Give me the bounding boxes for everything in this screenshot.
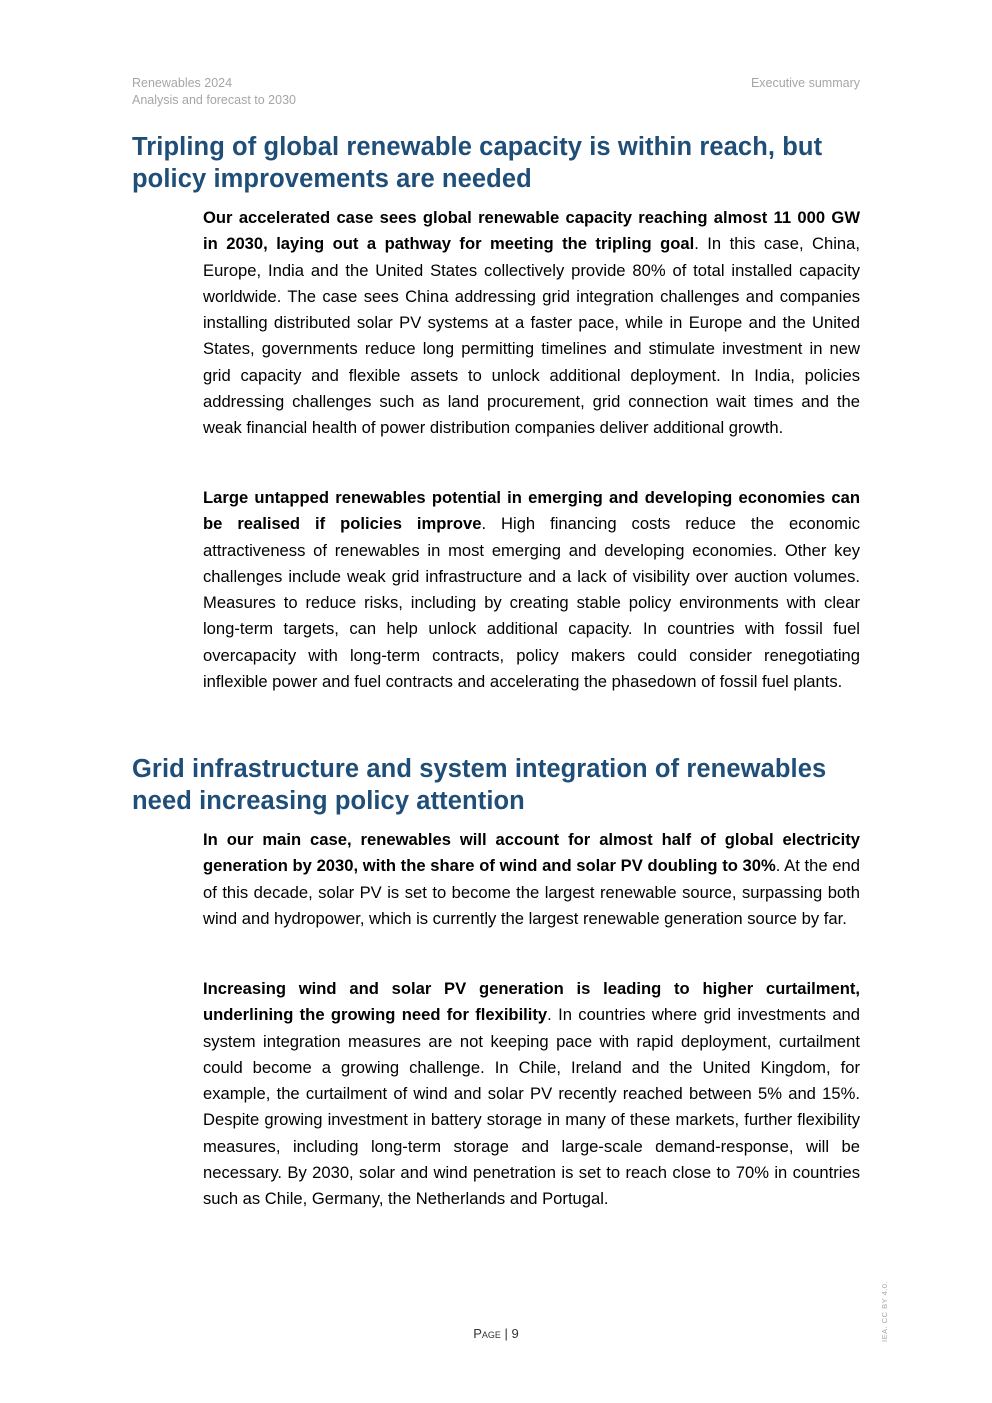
paragraph-emerging-economies xyxy=(203,485,860,695)
page-separator: | xyxy=(500,1326,512,1341)
paragraph-main-case xyxy=(203,827,860,932)
paragraph-body: . At the end of this decade, solar PV is set to become the largest renewable source, surpassing both wind and hydropower, which is currently the largest renewable generation source by far. xyxy=(203,856,860,928)
paragraph-lead: In our main case, renewables will account for almost half of global electricity generation by 2030, with the share of wind and solar PV doubling to 30% xyxy=(203,830,860,876)
paragraph-lead: Increasing wind and solar PV generation is leading to higher curtailment, underlining the growing need for flexibility xyxy=(203,979,860,1025)
paragraph-accelerated-case xyxy=(203,205,860,442)
page-footer xyxy=(0,1326,992,1341)
paragraph-body: . High financing costs reduce the economic attractiveness of renewables in most emerging and developing economies. Other key challenges include weak grid infrastructure and a lack of visibility over auction volumes. Measures to reduce risks, including by creating stable policy environments with clear long-term targets, can help unlock additional capacity. In countries with fossil fuel overcapacity with long-term contracts, policy makers could consider renegotiating inflexible power and fuel contracts and accelerating the phasedown of fossil fuel plants. xyxy=(203,514,860,692)
paragraph-lead: Our accelerated case sees global renewable capacity reaching almost 11 000 GW in 2030, laying out a pathway for meeting the tripling goal xyxy=(203,208,860,254)
paragraph-lead: Large untapped renewables potential in emerging and developing economies can be realised if policies improve xyxy=(203,488,860,534)
header-report-subtitle: Analysis and forecast to 2030 xyxy=(132,93,296,107)
license-note: IEA. CC BY 4.0. xyxy=(880,1280,889,1342)
header-publication xyxy=(132,75,296,109)
section-title-tripling: Tripling of global renewable capacity is within reach, but policy improvements are needed xyxy=(132,133,823,193)
section-title-grid-infrastructure: Grid infrastructure and system integration of renewables need increasing policy attention xyxy=(132,755,827,815)
header-report-title: Renewables 2024 xyxy=(132,76,233,90)
paragraph-body: . In this case, China, Europe, India and the United States collectively provide 80% of total installed capacity worldwide. The case sees China addressing grid integration challenges and companies installing distributed solar PV systems at a faster pace, while in Europe and the United States, governments reduce long permitting timelines and stimulate investment in new grid capacity and flexible assets to unlock additional deployment. In India, policies addressing challenges such as land procurement, grid connection wait times and the weak financial health of power distribution companies deliver additional growth. xyxy=(203,234,860,438)
paragraph-body: . In countries where grid investments and system integration measures are not keeping pace with rapid deployment, curtailment could become a growing challenge. In Chile, Ireland and the United Kingdom, for example, the curtailment of wind and solar PV recently reached between 5% and 15%. Despite growing investment in battery storage in many of these markets, further flexibility measures, including long-term storage and large-scale demand-response, will be necessary. By 2030, solar and wind penetration is set to reach close to 70% in countries such as Chile, Germany, the Netherlands and Portugal. xyxy=(203,1005,861,1209)
header-chapter: Executive summary xyxy=(750,76,860,90)
paragraph-curtailment xyxy=(203,976,860,1213)
page-number: 9 xyxy=(511,1326,519,1341)
page-label: Page xyxy=(473,1326,501,1341)
